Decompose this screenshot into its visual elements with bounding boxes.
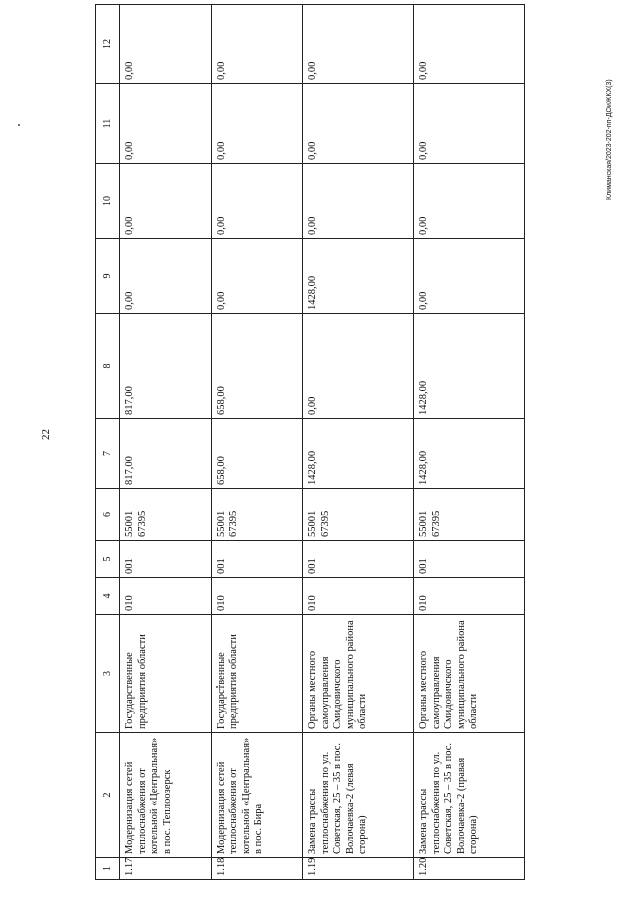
page-number: 22 [40, 429, 52, 440]
code-cell: 010 [211, 578, 303, 615]
table-row [120, 5, 212, 880]
amount-cell: 658,00 [211, 419, 303, 489]
amount-cell: 0,00 [120, 239, 212, 314]
amount-cell: 1428,00 [303, 419, 414, 489]
amount-cell: 0,00 [414, 5, 525, 84]
amount-cell: 0,00 [120, 5, 212, 84]
row-number: 1.20 [414, 858, 525, 880]
measure-name: Модернизация сетей теплоснабжения от котельной «Центральная» в пос. Теплоозерск [120, 733, 212, 858]
responsible-org: Государственные предприятия области [120, 615, 212, 733]
code-cell: 010 [303, 578, 414, 615]
code-cell: 010 [414, 578, 525, 615]
header-cell: 4 [96, 578, 120, 615]
header-cell: 6 [96, 489, 120, 541]
amount-cell: 817,00 [120, 419, 212, 489]
row-number: 1.18 [211, 858, 303, 880]
header-cell: 7 [96, 419, 120, 489]
responsible-org: Органы местного самоуправления Смидовичского муниципального района области [414, 615, 525, 733]
amount-cell: 0,00 [211, 239, 303, 314]
amount-cell: 0,00 [303, 5, 414, 84]
row-number: 1.17 [120, 858, 212, 880]
code-cell: 55001 67395 [211, 489, 303, 541]
header-cell: 10 [96, 164, 120, 239]
budget-table [95, 4, 525, 880]
amount-cell: 0,00 [211, 84, 303, 164]
measure-name: Замена трассы теплоснабжения по ул. Советская, 25 – 35 в пос. Волочаевка-2 (правая сторона) [414, 733, 525, 858]
measure-name: Модернизация сетей теплоснабжения от котельной «Центральная» в пос. Бира [211, 733, 303, 858]
code-cell: 55001 67395 [120, 489, 212, 541]
header-cell: 11 [96, 84, 120, 164]
amount-cell: 0,00 [303, 164, 414, 239]
row-number: 1.19 [303, 858, 414, 880]
header-cell: 9 [96, 239, 120, 314]
scan-speck [18, 124, 20, 126]
header-cell: 2 [96, 733, 120, 858]
amount-cell: 0,00 [414, 84, 525, 164]
budget-table-rotated [95, 39, 525, 880]
code-cell: 55001 67395 [414, 489, 525, 541]
table-row [303, 5, 414, 880]
code-cell: 001 [211, 541, 303, 578]
amount-cell: 0,00 [120, 84, 212, 164]
responsible-org: Государственные предприятия области [211, 615, 303, 733]
header-cell: 1 [96, 858, 120, 880]
code-cell: 001 [303, 541, 414, 578]
header-cell: 5 [96, 541, 120, 578]
table-row [211, 5, 303, 880]
amount-cell: 0,00 [211, 5, 303, 84]
table-row [414, 5, 525, 880]
document-code: Климанская/2023-202-пп-ДОиЖКХ(3) [606, 79, 613, 200]
amount-cell: 0,00 [120, 164, 212, 239]
code-cell: 001 [120, 541, 212, 578]
amount-cell: 817,00 [120, 314, 212, 419]
code-cell: 001 [414, 541, 525, 578]
header-cell: 3 [96, 615, 120, 733]
code-cell: 010 [120, 578, 212, 615]
amount-cell: 1428,00 [303, 239, 414, 314]
amount-cell: 1428,00 [414, 314, 525, 419]
amount-cell: 0,00 [303, 314, 414, 419]
measure-name: Замена трассы теплоснабжения по ул. Советская, 25 – 35 в пос. Волочаевка-2 (левая сторона) [303, 733, 414, 858]
amount-cell: 658,00 [211, 314, 303, 419]
responsible-org: Органы местного самоуправления Смидовичского муниципального района области [303, 615, 414, 733]
amount-cell: 1428,00 [414, 419, 525, 489]
amount-cell: 0,00 [303, 84, 414, 164]
code-cell: 55001 67395 [303, 489, 414, 541]
header-cell: 12 [96, 5, 120, 84]
header-cell: 8 [96, 314, 120, 419]
header-row [96, 5, 120, 880]
amount-cell: 0,00 [414, 164, 525, 239]
amount-cell: 0,00 [414, 239, 525, 314]
amount-cell: 0,00 [211, 164, 303, 239]
